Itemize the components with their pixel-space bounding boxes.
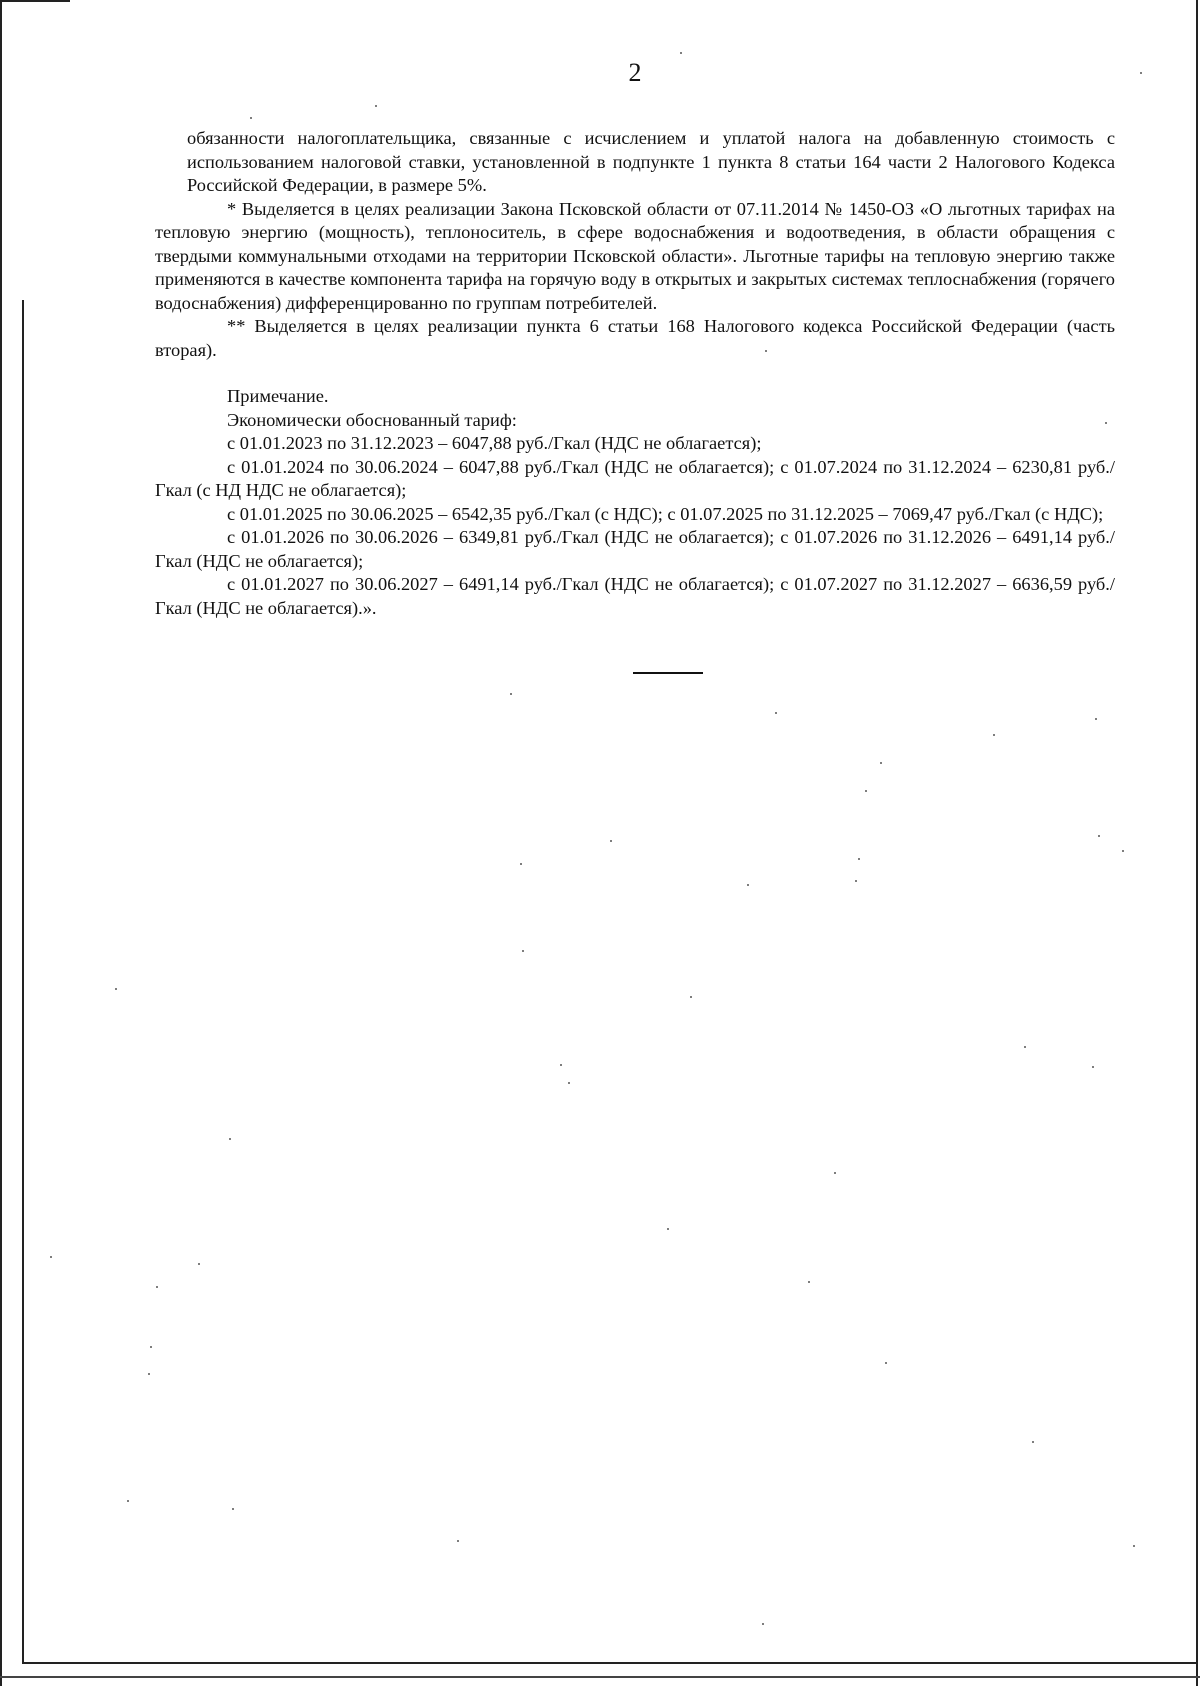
tariff-line-2023: с 01.01.2023 по 31.12.2023 – 6047,88 руб./Гкал (НДС не облагается); (227, 433, 762, 453)
scan-edge-inner-left (22, 300, 24, 1664)
page-number: 2 (628, 58, 642, 87)
scan-speck (148, 1373, 150, 1375)
document-body (155, 127, 1115, 620)
scan-speck (156, 1286, 158, 1288)
tariff-line-2024: с 01.01.2024 по 30.06.2024 – 6047,88 руб./Гкал (НДС не облагается); с 01.07.2024 по 31.12.2024 – 6230,81 руб./Гкал (с НД НДС не облагается); (155, 456, 1115, 500)
tariff-line-2026: с 01.01.2026 по 30.06.2026 – 6349,81 руб./Гкал (НДС не облагается); с 01.07.2026 по 31.12.2026 – 6491,14 руб./Гкал (НДС не облагается); (155, 527, 1115, 571)
scan-speck (858, 858, 860, 860)
scan-speck (232, 1508, 234, 1510)
scan-speck (150, 1346, 152, 1348)
scan-speck (510, 693, 512, 695)
scan-speck (522, 950, 524, 952)
scan-speck (667, 1228, 669, 1230)
scan-speck (457, 1540, 459, 1542)
scan-speck (250, 117, 252, 119)
scan-speck (855, 880, 857, 882)
tariff-line-2027: с 01.01.2027 по 30.06.2027 – 6491,14 руб./Гкал (НДС не облагается); с 01.07.2027 по 31.12.2027 – 6636,59 руб./Гкал (НДС не облагается).». (155, 574, 1115, 618)
scan-speck (1095, 718, 1097, 720)
scan-speck (1133, 1545, 1135, 1547)
scan-speck (375, 105, 377, 107)
scan-speck (762, 1623, 764, 1625)
scan-speck (993, 734, 995, 736)
scan-speck (865, 790, 867, 792)
scan-speck (1098, 835, 1100, 837)
scan-speck (1032, 1441, 1034, 1443)
scan-edge-right (1196, 0, 1198, 1686)
note-subheading: Экономически обоснованный тариф: (227, 409, 517, 430)
scan-speck (1122, 850, 1124, 852)
scan-speck (610, 840, 612, 842)
scan-speck (1140, 72, 1142, 74)
scan-speck (127, 1500, 129, 1502)
scan-speck (50, 1256, 52, 1258)
scan-speck (885, 1362, 887, 1364)
scan-edge-top (0, 0, 70, 2)
paragraph-tax-obligations: обязанности налогоплательщика, связанные с исчислением и уплатой налога на добавленную стоимость с использованием налоговой ставки, установленной в подпункте 1 пункта 8 статьи 164 части 2 Налогового Кодекса Российской Федерации, в размере 5%. (187, 128, 1115, 195)
scan-speck (560, 1064, 562, 1066)
paragraph-footnote-double-star: ** Выделяется в целях реализации пункта 6 статьи 168 Налогового кодекса Российской Федерации (часть вторая). (155, 316, 1115, 360)
scan-speck (115, 988, 117, 990)
scan-speck (765, 350, 767, 352)
scan-speck (1024, 1046, 1026, 1048)
scan-speck (747, 884, 749, 886)
scan-speck (229, 1138, 231, 1140)
scan-speck (568, 1082, 570, 1084)
scan-speck (520, 863, 522, 865)
scan-speck (808, 1281, 810, 1283)
scan-speck (834, 1172, 836, 1174)
scan-speck (775, 712, 777, 714)
scan-edge-bottom-outer (0, 1676, 1200, 1678)
scan-edge-left (0, 0, 2, 1686)
scan-speck (1092, 1066, 1094, 1068)
paragraph-footnote-single-star: * Выделяется в целях реализации Закона Псковской области от 07.11.2014 № 1450-ОЗ «О льготных тарифах на тепловую энергию (мощность), теплоноситель, в сфере водоснабжения и водоотведения, в области обращения с твердыми коммунальными отходами на территории Псковской области». Льготные тарифы на тепловую энергию также применяются в качестве компонента тарифа на горячую воду в открытых и закрытых системах теплоснабжения (горячего водоснабжения) дифференцированно по группам потребителей. (155, 198, 1115, 313)
scan-speck (680, 52, 682, 54)
end-divider (633, 672, 703, 674)
scan-speck (1105, 422, 1107, 424)
scan-speck (880, 762, 882, 764)
scan-speck (198, 1263, 200, 1265)
scan-edge-bottom (22, 1662, 1198, 1664)
scan-speck (690, 996, 692, 998)
note-heading: Примечание. (227, 386, 329, 406)
tariff-line-2025: с 01.01.2025 по 30.06.2025 – 6542,35 руб./Гкал (с НДС); с 01.07.2025 по 31.12.2025 – 7069,47 руб./Гкал (с НДС); (227, 503, 1104, 524)
